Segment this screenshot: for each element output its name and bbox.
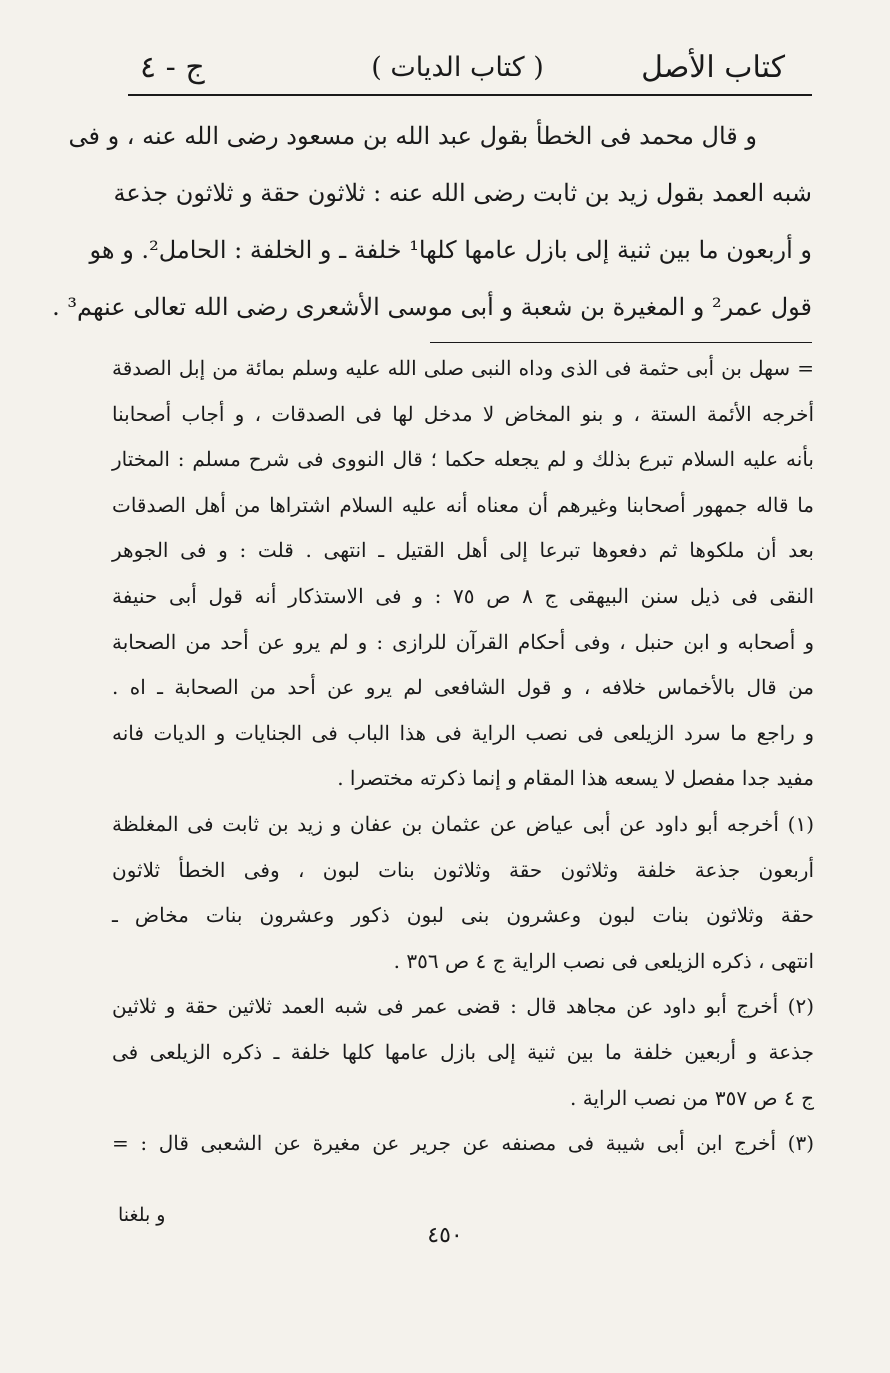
- footnote-line: (١) أخرجه أبو داود عن أبى عياض عن عثمان بن عفان و زيد بن ثابت فى المغلظة: [112, 811, 814, 836]
- footnote-line: بأنه عليه السلام تبرع بذلك و لم يجعله حكما ؛ قال النووى فى شرح مسلم : المختار: [112, 447, 814, 472]
- footnote-line: أخرجه الأئمة الستة ، و بنو المخاض لا مدخل لها فى الصدقات ، و أجاب أصحابنا: [112, 401, 814, 426]
- footnote-line: بعد أن ملكوها ثم دفعوها تبرعا إلى أهل القتيل ـ انتهى . قلت : و فى الجوهر: [112, 538, 814, 563]
- footnote-line: ج ٤ ص ٣٥٧ من نصب الراية .: [570, 1085, 814, 1110]
- page-header: [130, 42, 785, 94]
- volume-label: ج - ٤: [140, 50, 205, 85]
- footnote-line: = سهل بن أبى حثمة فى الذى وداه النبى صلى الله عليه وسلم بمائة من إبل الصدقة: [112, 356, 814, 380]
- footnote-line: أربعون جذعة خلفة وثلاثون حقة وثلاثون بنات لبون ، وفى الخطأ ثلاثون: [112, 857, 814, 882]
- main-line: و قال محمد فى الخطأ بقول عبد الله بن مسعود رضى الله عنه ، و فى: [68, 122, 757, 150]
- main-line: شبه العمد بقول زيد بن ثابت رضى الله عنه : ثلاثون حقة و ثلاثون جذعة: [113, 179, 812, 207]
- footnote-line: و أصحابه و ابن حنبل ، وفى أحكام القرآن للرازى : و لم يرو عن أحد من الصحابة: [112, 629, 814, 654]
- main-line: و أربعون ما بين ثنية إلى بازل عامها كلها¹ خلفة ـ و الخلفة : الحامل². و هو: [89, 236, 812, 264]
- footnote-line: النقى فى ذيل سنن البيهقى ج ٨ ص ٧٥ : و فى الاستذكار أنه قول أبى حنيفة: [112, 583, 814, 608]
- footnote-line: (٣) أخرج ابن أبى شيبة فى مصنفه عن جرير عن مغيرة عن الشعبى قال : =: [112, 1131, 814, 1156]
- footnote-line: انتهى ، ذكره الزيلعى فى نصب الراية ج ٤ ص ٣٥٦ .: [393, 948, 814, 973]
- chapter-title: ( كتاب الديات ): [371, 52, 544, 83]
- footnote-line: ما قاله جمهور أصحابنا وغيرهم أن معناه أنه عليه السلام اشتراها من أهل الصدقات: [112, 492, 814, 517]
- main-line: قول عمر² و المغيرة بن شعبة و أبى موسى الأشعرى رضى الله تعالى عنهم³ .: [52, 293, 812, 321]
- main-text: [52, 108, 812, 336]
- footnote-line: حقة وثلاثون بنات لبون وعشرون بنى لبون ذكور وعشرون بنات مخاض ـ: [112, 903, 814, 928]
- footnote-line: و راجع ما سرد الزيلعى فى نصب الراية فى هذا الباب فى الجنايات و الديات فانه: [112, 720, 814, 745]
- page-number: ٤٥٠: [427, 1223, 463, 1248]
- footnote-line: من قال بالأخماس خلافه ، و قول الشافعى لم يرو عن أحد من الصحابة ـ اه .: [112, 675, 814, 700]
- catchword: و بلغنا: [118, 1204, 166, 1226]
- footnote-rule: [430, 342, 812, 343]
- footnote-line: (٢) أخرج أبو داود عن مجاهد قال : قضى عمر فى شبه العمد ثلاثين حقة و ثلاثين: [112, 994, 814, 1019]
- footnotes: [112, 346, 814, 1167]
- header-rule: [128, 94, 812, 96]
- footnote-line: مفيد جدا مفصل لا يسعه هذا المقام و إنما ذكرته مختصرا .: [337, 766, 814, 791]
- footnote-line: جذعة و أربعين خلفة ما بين ثنية إلى بازل عامها كلها خلفة ـ ذكره الزيلعى فى: [112, 1039, 814, 1064]
- book-title: كتاب الأصل: [641, 50, 785, 85]
